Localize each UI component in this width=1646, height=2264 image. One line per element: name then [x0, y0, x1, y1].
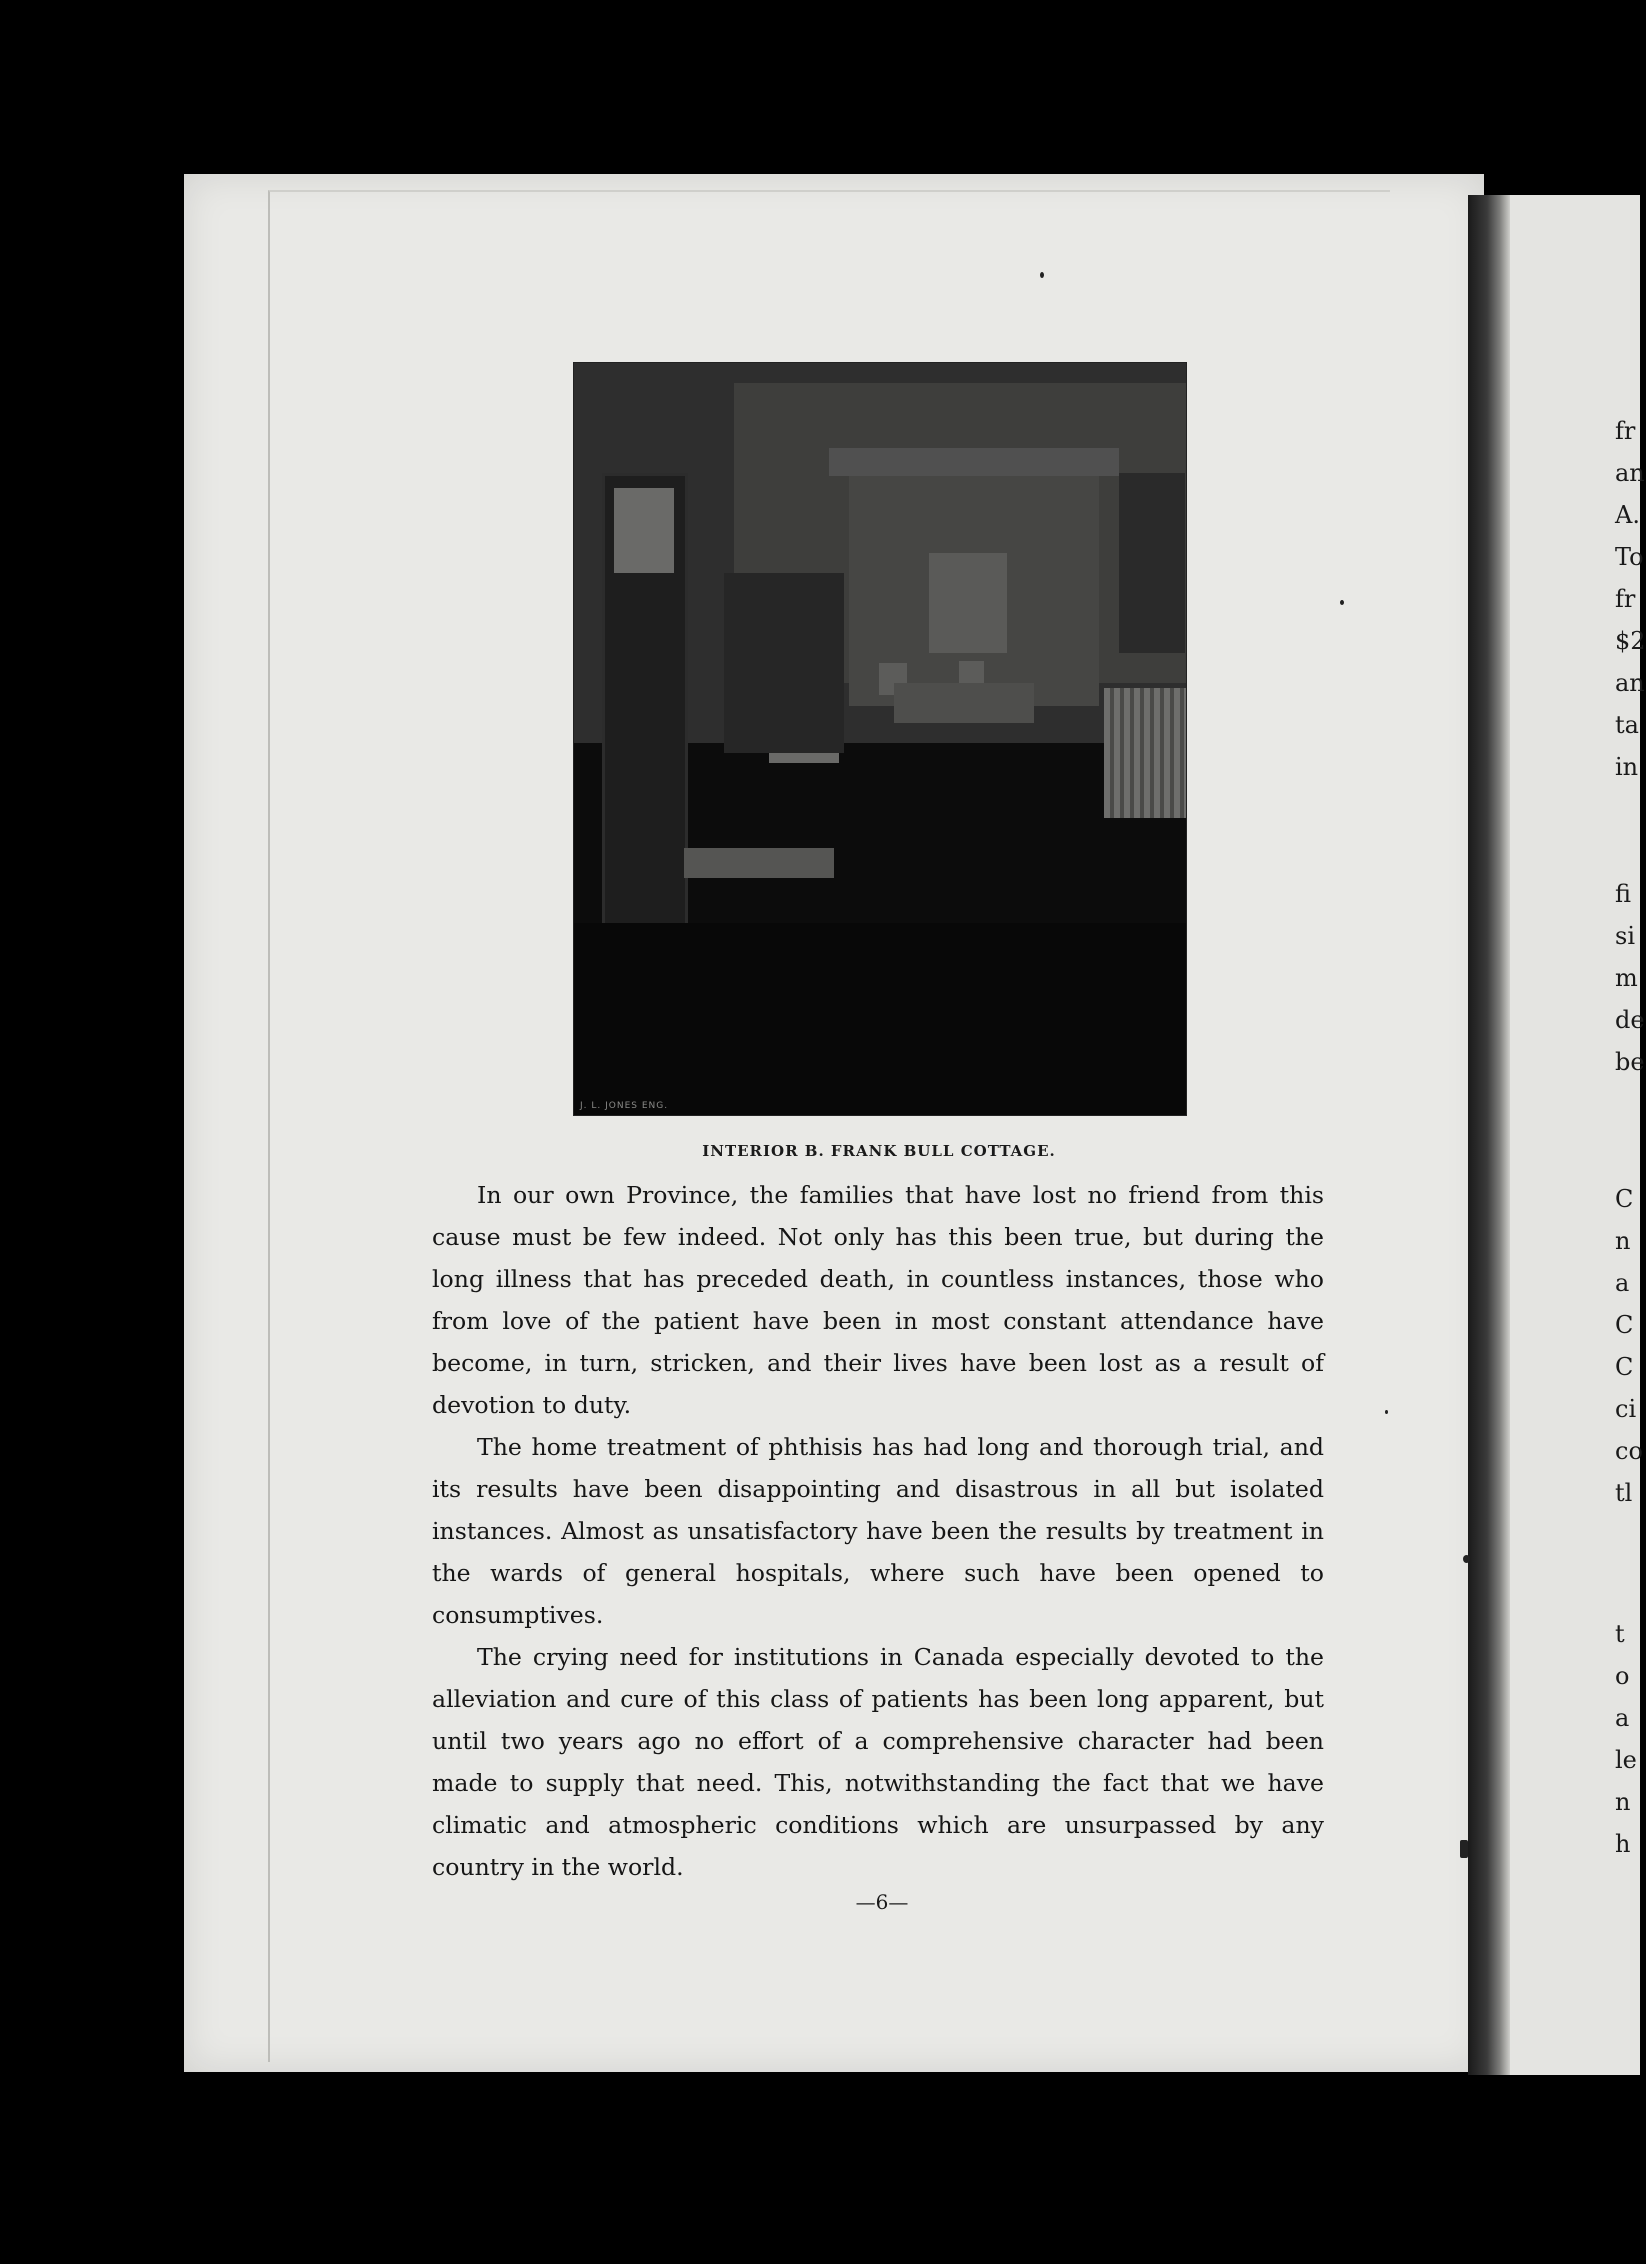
- book-gutter: [1468, 195, 1510, 2075]
- photo-door-window: [614, 488, 674, 573]
- photo-right-door: [1119, 473, 1185, 653]
- paragraph: The crying need for institutions in Canada especially devoted to the alleviation and cure of this class of patients has been long apparent, but until two years ago no effort of a comprehensive character had been made to supply that need. This, notwithstanding the fact that we have climatic and atmospheric conditions which are unsurpassed by any country in the world.: [432, 1643, 1324, 1881]
- facing-page-fragment: To: [1615, 543, 1644, 571]
- facing-page-fragment: si: [1615, 922, 1635, 950]
- facing-page-fragment: a: [1615, 1704, 1630, 1732]
- photo-folding-screen: [1104, 688, 1186, 818]
- facing-page-fragment: ta: [1615, 711, 1639, 739]
- scan-speck: [1385, 1410, 1388, 1414]
- facing-page-fragment: n: [1615, 1788, 1631, 1816]
- facing-page-fragment: ci: [1615, 1395, 1637, 1423]
- facing-page-fragment: a: [1615, 1269, 1630, 1297]
- facing-page-fragment: fr: [1615, 585, 1636, 613]
- scan-speck: [1460, 1840, 1468, 1858]
- interior-photograph: [573, 362, 1187, 1116]
- photo-portrait: [929, 553, 1007, 653]
- paragraph: In our own Province, the families that have lost no friend from this cause must be few indeed. Not only has this been true, but during the long illness that has preceded death, in countless instances, those who from love of the patient have been in most constant attendance have become, in turn, stricken, and their lives have been lost as a result of devotion to duty.: [432, 1181, 1324, 1419]
- facing-page-fragment: an: [1615, 459, 1645, 487]
- facing-page-fragment: an: [1615, 669, 1645, 697]
- facing-page-fragment: C: [1615, 1185, 1634, 1213]
- facing-page-fragment: tl: [1615, 1479, 1633, 1507]
- facing-page-fragment: h: [1615, 1830, 1631, 1858]
- photo-table-cloth: [684, 848, 834, 878]
- facing-page-fragment: fi: [1615, 880, 1632, 908]
- body-text: [432, 1174, 1324, 1888]
- photo-caption: INTERIOR B. FRANK BULL COTTAGE.: [702, 1142, 1056, 1160]
- photo-floor: [574, 923, 1186, 1115]
- facing-page-fragment: o: [1615, 1662, 1630, 1690]
- scan-speck: [1340, 600, 1344, 605]
- photo-engraver-credit: J. L. JONES ENG.: [580, 1101, 669, 1111]
- facing-page-fragment: $2: [1615, 627, 1646, 655]
- facing-page-fragment: co: [1615, 1437, 1643, 1465]
- facing-page-fragment: A.: [1615, 501, 1640, 529]
- scan-speck: [1463, 1555, 1470, 1563]
- page-number: —6—: [855, 1890, 909, 1914]
- paragraph: The home treatment of phthisis has had long and thorough trial, and its results have been disappointing and disastrous in all but isolated instances. Almost as unsatisfactory have been the results by treatment in the wards of general hospitals, where such have been opened to consumptives.: [432, 1433, 1324, 1629]
- facing-page-fragment: le: [1615, 1746, 1637, 1774]
- photo-cabinet: [724, 573, 844, 753]
- photo-fan: [894, 683, 1034, 723]
- facing-page-fragment: C: [1615, 1353, 1634, 1381]
- facing-page-fragment: m: [1615, 964, 1638, 992]
- facing-page-fragment: fr: [1615, 417, 1636, 445]
- photo-mantel: [829, 448, 1119, 476]
- facing-page-fragment: de: [1615, 1006, 1645, 1034]
- scan-speck: [1040, 272, 1044, 278]
- facing-page-fragment: C: [1615, 1311, 1634, 1339]
- facing-page-fragment: t: [1615, 1620, 1625, 1648]
- facing-page-fragment: be: [1615, 1048, 1645, 1076]
- facing-page-fragment: in: [1615, 753, 1639, 781]
- facing-page-fragment: n: [1615, 1227, 1631, 1255]
